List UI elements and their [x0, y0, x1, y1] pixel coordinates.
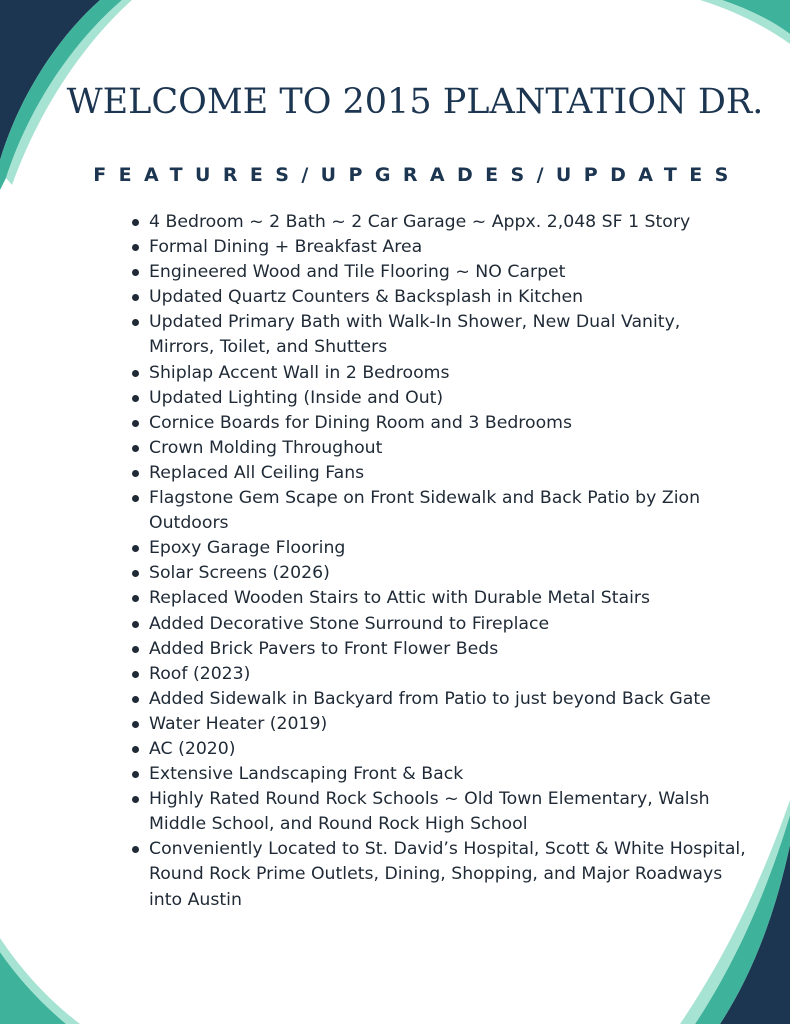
bullet-icon	[132, 395, 139, 402]
bullet-icon	[132, 796, 139, 803]
page-title: WELCOME TO 2015 PLANTATION DR.	[66, 82, 764, 122]
list-item	[128, 662, 748, 687]
list-item	[128, 235, 748, 260]
list-item-text: Conveniently Located to St. David’s Hospital, Scott & White Hospital, Round Rock Prime Outlets, Dining, Shopping, and Major Roadways into Austin	[149, 839, 746, 910]
list-item-text: Formal Dining + Breakfast Area	[149, 237, 423, 258]
section-subtitle: FEATURES/UPGRADES/UPDATES	[93, 164, 741, 186]
list-item-text: Roof (2023)	[149, 663, 251, 684]
list-item	[128, 536, 748, 561]
list-item	[128, 687, 748, 712]
list-item-text: Added Brick Pavers to Front Flower Beds	[149, 638, 499, 659]
list-item	[128, 737, 748, 762]
list-item	[128, 586, 748, 611]
bullet-icon	[132, 294, 139, 301]
bullet-icon	[132, 470, 139, 477]
list-item-text: Crown Molding Throughout	[149, 437, 383, 458]
list-item-text: Shiplap Accent Wall in 2 Bedrooms	[149, 362, 450, 383]
bullet-icon	[132, 570, 139, 577]
bullet-icon	[132, 771, 139, 778]
list-item-text: Extensive Landscaping Front & Back	[149, 764, 464, 785]
list-item-text: Water Heater (2019)	[149, 713, 328, 734]
bullet-icon	[132, 595, 139, 602]
list-item	[128, 837, 748, 912]
list-item	[128, 612, 748, 637]
bullet-icon	[132, 846, 139, 853]
bullet-icon	[132, 219, 139, 226]
list-item	[128, 310, 748, 360]
list-item	[128, 637, 748, 662]
list-item-text: Highly Rated Round Rock Schools ~ Old Town Elementary, Walsh Middle School, and Round Rock High School	[149, 789, 710, 835]
bullet-icon	[132, 646, 139, 653]
bullet-icon	[132, 370, 139, 377]
list-item	[128, 285, 748, 310]
list-item	[128, 260, 748, 285]
bullet-icon	[132, 445, 139, 452]
list-item-text: Replaced Wooden Stairs to Attic with Durable Metal Stairs	[149, 588, 650, 609]
list-item	[128, 436, 748, 461]
list-item-text: 4 Bedroom ~ 2 Bath ~ 2 Car Garage ~ Appx. 2,048 SF 1 Story	[149, 212, 691, 232]
bullet-icon	[132, 269, 139, 276]
list-item	[128, 210, 748, 235]
bullet-icon	[132, 244, 139, 251]
bullet-icon	[132, 495, 139, 502]
bullet-icon	[132, 621, 139, 628]
list-item	[128, 561, 748, 586]
list-item	[128, 787, 748, 837]
list-item-text: Added Sidewalk in Backyard from Patio to just beyond Back Gate	[149, 688, 711, 709]
list-item-text: Updated Quartz Counters & Backsplash in Kitchen	[149, 287, 584, 308]
bullet-icon	[132, 746, 139, 753]
list-item	[128, 712, 748, 737]
bullet-icon	[132, 319, 139, 326]
bullet-icon	[132, 721, 139, 728]
list-item	[128, 386, 748, 411]
list-item-text: Epoxy Garage Flooring	[149, 538, 346, 559]
list-item-text: Solar Screens (2026)	[149, 563, 330, 584]
list-item-text: Replaced All Ceiling Fans	[149, 462, 365, 483]
list-item-text: AC (2020)	[149, 738, 236, 759]
bullet-icon	[132, 545, 139, 552]
bullet-icon	[132, 671, 139, 678]
list-item-text: Engineered Wood and Tile Flooring ~ NO Carpet	[149, 262, 566, 283]
list-item-text: Flagstone Gem Scape on Front Sidewalk and Back Patio by Zion Outdoors	[149, 488, 701, 534]
list-item	[128, 486, 748, 536]
list-item-text: Updated Lighting (Inside and Out)	[149, 387, 444, 408]
feature-list	[128, 210, 748, 913]
list-item	[128, 461, 748, 486]
list-item	[128, 361, 748, 386]
list-item-text: Added Decorative Stone Surround to Fireplace	[149, 613, 550, 634]
bullet-icon	[132, 420, 139, 427]
list-item	[128, 411, 748, 436]
list-item-text: Cornice Boards for Dining Room and 3 Bedrooms	[149, 412, 573, 433]
list-item	[128, 762, 748, 787]
bullet-icon	[132, 696, 139, 703]
list-item-text: Updated Primary Bath with Walk-In Shower, New Dual Vanity, Mirrors, Toilet, and Shutters	[149, 312, 681, 358]
